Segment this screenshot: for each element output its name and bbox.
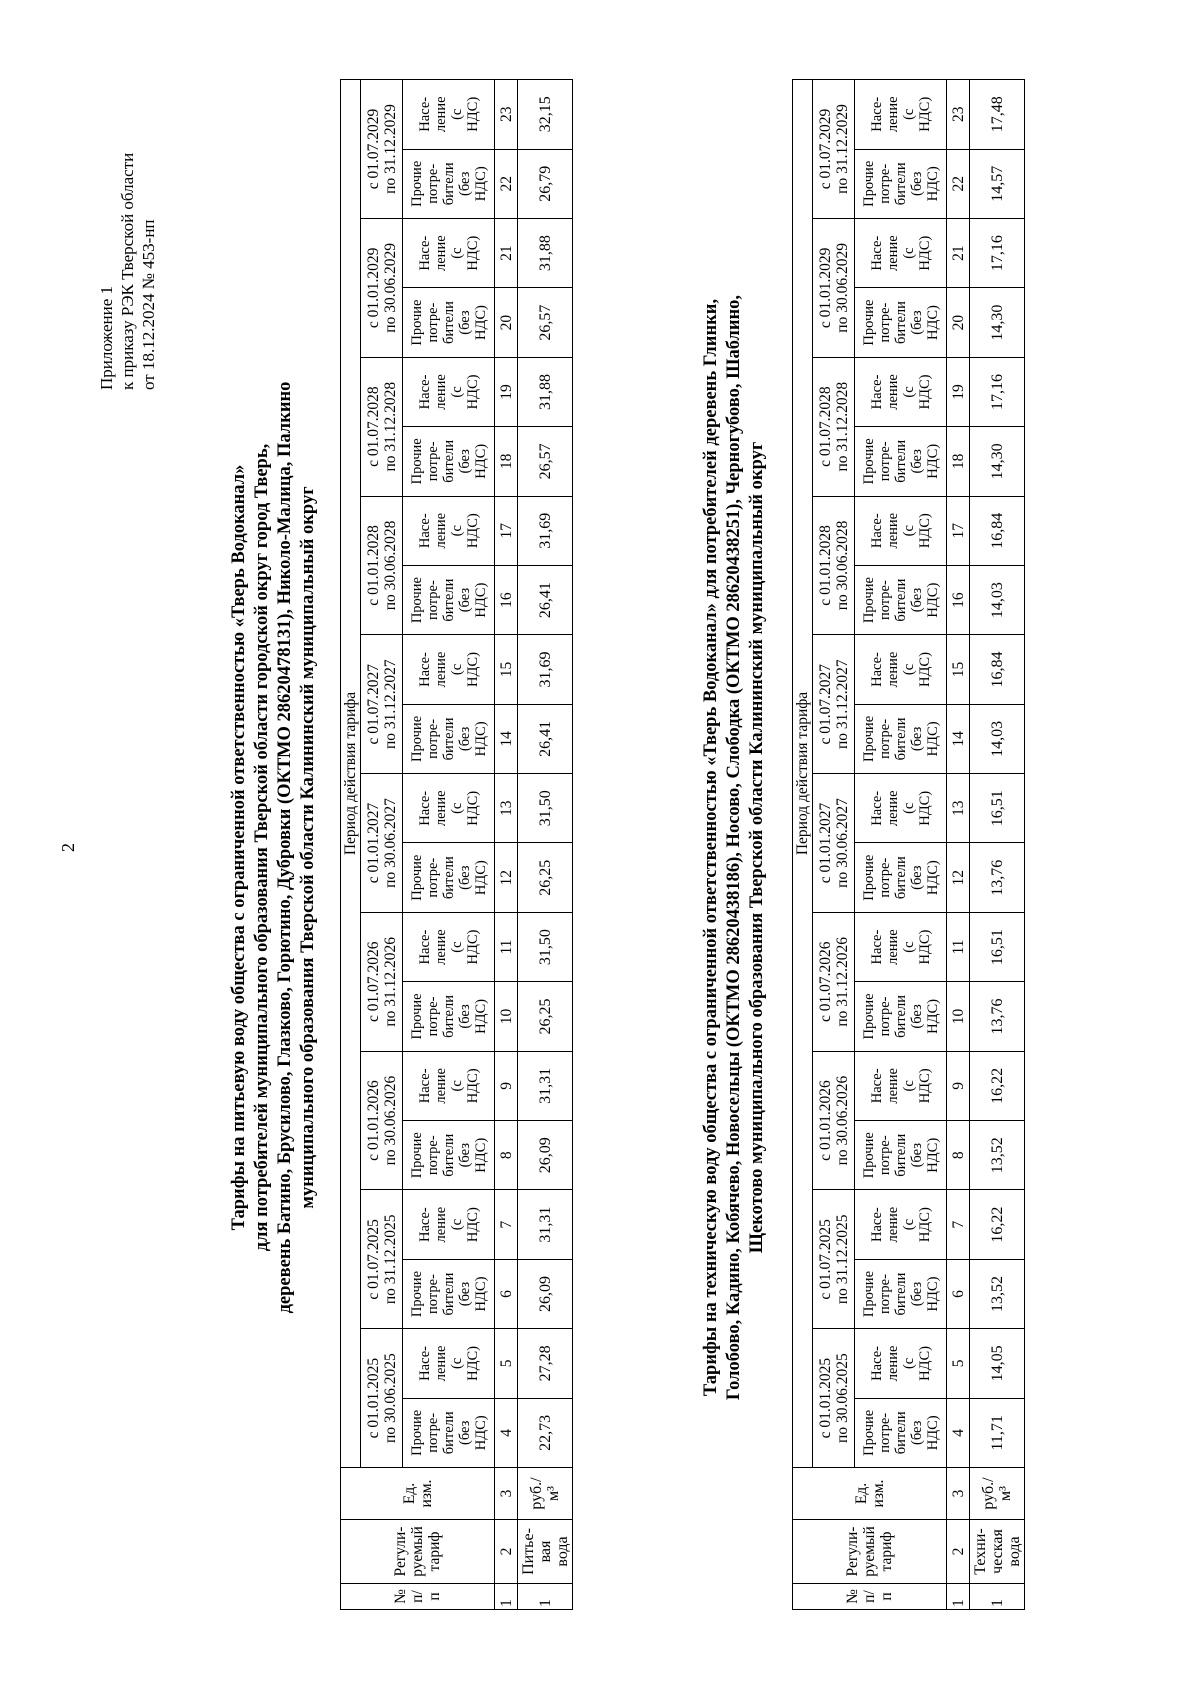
column-index: 1 (947, 1584, 970, 1610)
population-label: Насе- ление (с НДС) (868, 651, 933, 688)
header-period-range (361, 1051, 403, 1190)
column-index: 5 (947, 1329, 970, 1398)
column-index: 15 (495, 635, 518, 704)
column-index: 19 (947, 357, 970, 426)
column-index: 11 (947, 912, 970, 981)
column-index: 15 (947, 635, 970, 704)
header-unit-label: Ед. изм. (400, 1479, 435, 1508)
column-index: 18 (947, 427, 970, 496)
unit-label: руб./ м³ (528, 1477, 562, 1510)
tariff-value-cell: 14,30 (970, 288, 1025, 357)
tariff-value-cell: 17,16 (970, 218, 1025, 287)
header-other-consumers (855, 149, 947, 218)
header-tariff-label: Регули- руемый тариф (392, 1526, 443, 1577)
header-other-consumers (855, 982, 947, 1051)
column-index: 9 (495, 1051, 518, 1120)
header-population (403, 912, 495, 981)
section1-title-line: Тарифы на питьевую воду общества с ограниченной ответственностью «Тверь Водоканал» (229, 464, 249, 1231)
other-consumers-label: Прочие потре- бители (без НДС) (860, 438, 941, 485)
column-index: 4 (495, 1398, 518, 1467)
column-index: 18 (495, 427, 518, 496)
tariff-value-cell: 26,09 (518, 1259, 573, 1328)
header-unit (793, 1468, 947, 1520)
header-period-range (361, 635, 403, 774)
tariff-value-cell: 17,48 (970, 79, 1025, 149)
tariff-name-label: Питье- вая вода (519, 1528, 571, 1575)
column-index: 6 (947, 1259, 970, 1328)
population-label: Насе- ление (с НДС) (868, 374, 933, 410)
column-index: 8 (495, 1121, 518, 1190)
header-other-consumers (855, 288, 947, 357)
population-label: Насе- ление (с НДС) (416, 512, 481, 549)
tariff-value-cell: 17,16 (970, 357, 1025, 426)
period-range-label: с 01.01.2027 по 30.06.2027 (816, 798, 851, 888)
column-index: 16 (947, 565, 970, 634)
tariff-value-cell: 26,09 (518, 1121, 573, 1190)
other-consumers-label: Прочие потре- бители (без НДС) (408, 1409, 489, 1456)
period-range-label: с 01.01.2029 по 30.06.2029 (364, 243, 399, 333)
population-label: Насе- ление (с НДС) (416, 929, 481, 965)
column-index: 23 (495, 79, 518, 149)
section1-title-line: для потребителей муниципального образования Тверской области городской округ город Тверь, (252, 443, 272, 1252)
header-population (855, 1329, 947, 1398)
header-other-consumers (855, 704, 947, 773)
tariff-value-cell: 13,76 (970, 843, 1025, 912)
header-other-consumers (855, 1259, 947, 1328)
tariff-value-cell: 22,73 (518, 1398, 573, 1467)
header-number (793, 1584, 947, 1610)
header-other-consumers (403, 427, 495, 496)
column-index: 3 (495, 1468, 518, 1520)
population-label: Насе- ление (с НДС) (868, 929, 933, 965)
annex-block (96, 70, 159, 390)
tariff-value-cell: 31,50 (518, 912, 573, 981)
tariff-name-label: Техни- ческая вода (971, 1528, 1023, 1575)
row-unit (970, 1468, 1025, 1520)
header-population (403, 357, 495, 426)
column-index: 11 (495, 912, 518, 981)
header-other-consumers (403, 288, 495, 357)
other-consumers-label: Прочие потре- бители (без НДС) (408, 160, 489, 207)
header-other-consumers (855, 427, 947, 496)
tariff-value-cell: 16,22 (970, 1190, 1025, 1259)
annex-line-2: к приказу РЭК Тверской области (118, 152, 137, 390)
tariff-value-cell: 31,88 (518, 218, 573, 287)
tariff-value-cell: 31,88 (518, 357, 573, 426)
column-index: 17 (947, 496, 970, 565)
header-other-consumers (403, 1259, 495, 1328)
other-consumers-label: Прочие потре- бители (без НДС) (408, 438, 489, 485)
column-index: 12 (495, 843, 518, 912)
other-consumers-label: Прочие потре- бители (без НДС) (408, 993, 489, 1040)
population-label: Насе- ление (с НДС) (416, 1345, 481, 1382)
population-label: Насе- ление (с НДС) (868, 96, 933, 133)
tariff-value-cell: 26,57 (518, 427, 573, 496)
header-population (855, 635, 947, 704)
header-tariff (793, 1520, 947, 1584)
column-index: 21 (495, 218, 518, 287)
other-consumers-label: Прочие потре- бители (без НДС) (408, 715, 489, 762)
column-index: 17 (495, 496, 518, 565)
section2-title-line: Щекотово муниципального образования Тверской области Калининский муниципальный округ (747, 441, 767, 1254)
tariff-value-cell: 26,41 (518, 565, 573, 634)
header-period-range (361, 1329, 403, 1468)
population-label: Насе- ление (с НДС) (416, 235, 481, 271)
column-index: 23 (947, 79, 970, 149)
column-index: 9 (947, 1051, 970, 1120)
header-period-range (361, 912, 403, 1051)
other-consumers-label: Прочие потре- бители (без НДС) (860, 1270, 941, 1318)
period-range-label: с 01.07.2028 по 31.12.2028 (816, 381, 851, 472)
column-index: 16 (495, 565, 518, 634)
column-index: 13 (495, 774, 518, 843)
population-label: Насе- ление (с НДС) (868, 235, 933, 271)
header-population (403, 1329, 495, 1398)
column-index: 4 (947, 1398, 970, 1467)
drinking-water-tariff-table (340, 79, 573, 1610)
column-index: 13 (947, 774, 970, 843)
column-index: 7 (947, 1190, 970, 1259)
tariff-value-cell: 26,79 (518, 149, 573, 218)
column-index: 19 (495, 357, 518, 426)
header-period-range (361, 1190, 403, 1329)
header-other-consumers (403, 982, 495, 1051)
header-population (403, 79, 495, 149)
population-label: Насе- ление (с НДС) (416, 96, 481, 133)
column-index: 10 (495, 982, 518, 1051)
row-tariff-name (518, 1520, 573, 1584)
tariff-value-cell: 16,84 (970, 496, 1025, 565)
tariff-value-cell: 16,51 (970, 774, 1025, 843)
header-other-consumers (403, 1121, 495, 1190)
header-population (855, 218, 947, 287)
tariff-value-cell: 11,71 (970, 1398, 1025, 1467)
column-index: 14 (947, 704, 970, 773)
tariff-value-cell: 26,57 (518, 288, 573, 357)
header-period: Период действия тарифа (793, 79, 813, 1467)
tariff-value-cell: 14,03 (970, 704, 1025, 773)
header-tariff-label: Регули- руемый тариф (844, 1526, 895, 1577)
population-label: Насе- ление (с НДС) (868, 1068, 933, 1104)
header-period-range (813, 79, 855, 218)
header-period-range (361, 496, 403, 635)
column-index: 20 (495, 288, 518, 357)
period-range-label: с 01.07.2028 по 31.12.2028 (364, 381, 399, 472)
tariff-value-cell: 26,25 (518, 843, 573, 912)
header-other-consumers (855, 565, 947, 634)
other-consumers-label: Прочие потре- бители (без НДС) (408, 854, 489, 901)
tariff-value-cell: 26,25 (518, 982, 573, 1051)
tariff-value-cell: 31,69 (518, 635, 573, 704)
period-range-label: с 01.07.2027 по 31.12.2027 (364, 659, 399, 750)
column-index: 1 (495, 1584, 518, 1610)
header-other-consumers (855, 1121, 947, 1190)
header-population (855, 357, 947, 426)
header-unit (341, 1468, 495, 1520)
unit-label: руб./ м³ (980, 1477, 1014, 1510)
column-index: 10 (947, 982, 970, 1051)
header-tariff (341, 1520, 495, 1584)
tariff-value-cell: 16,22 (970, 1051, 1025, 1120)
other-consumers-label: Прочие потре- бители (без НДС) (408, 1132, 489, 1179)
header-number-label: № п/ п (844, 1589, 895, 1604)
header-population (403, 1190, 495, 1259)
header-period-range (813, 912, 855, 1051)
column-index: 20 (947, 288, 970, 357)
population-label: Насе- ление (с НДС) (416, 374, 481, 410)
column-index: 2 (495, 1520, 518, 1584)
section2-title (700, 80, 769, 1615)
tariff-value-cell: 31,31 (518, 1190, 573, 1259)
header-population (403, 635, 495, 704)
other-consumers-label: Прочие потре- бители (без НДС) (860, 715, 941, 762)
population-label: Насе- ление (с НДС) (416, 790, 481, 827)
header-population (855, 1051, 947, 1120)
section1-title-line: муниципального образования Тверской области Калининский муниципальный округ (298, 486, 318, 1209)
header-population (855, 1190, 947, 1259)
column-index: 5 (495, 1329, 518, 1398)
header-period-range (813, 496, 855, 635)
annex-line-1: Приложение 1 (97, 286, 116, 390)
header-number (341, 1584, 495, 1610)
annex-line-3: от 18.12.2024 № 453-нп (139, 219, 158, 390)
row-tariff-name (970, 1520, 1025, 1584)
period-range-label: с 01.01.2025 по 30.06.2025 (816, 1353, 851, 1443)
other-consumers-label: Прочие потре- бители (без НДС) (860, 160, 941, 207)
column-index: 3 (947, 1468, 970, 1520)
column-index: 12 (947, 843, 970, 912)
period-range-label: с 01.01.2028 по 30.06.2028 (364, 520, 399, 611)
section2-title-line: Голобово, Кадино, Кобячево, Новосельцы (ОКТМО 28620438186), Носово, Слободка (ОКТМО 28620438251), Черногубово, Шаблино, (724, 294, 744, 1401)
header-other-consumers (403, 565, 495, 634)
header-other-consumers (855, 1398, 947, 1467)
tariff-value-cell: 26,41 (518, 704, 573, 773)
section2-title-line: Тарифы на техническую воду общества с ограниченной ответственностью «Тверь Водоканал» для потребителей деревень Глинки, (701, 298, 721, 1397)
tariff-value-cell: 13,52 (970, 1259, 1025, 1328)
column-index: 8 (947, 1121, 970, 1190)
period-range-label: с 01.07.2027 по 31.12.2027 (816, 659, 851, 750)
header-period-range (813, 635, 855, 774)
header-other-consumers (403, 149, 495, 218)
column-index: 22 (495, 149, 518, 218)
population-label: Насе- ление (с НДС) (868, 512, 933, 549)
header-population (403, 496, 495, 565)
header-other-consumers (403, 843, 495, 912)
other-consumers-label: Прочие потре- бители (без НДС) (860, 577, 941, 624)
period-range-label: с 01.07.2029 по 31.12.2029 (364, 104, 399, 194)
tariff-value-cell: 31,50 (518, 774, 573, 843)
period-range-label: с 01.01.2028 по 30.06.2028 (816, 520, 851, 611)
row-number: 1 (518, 1584, 573, 1610)
tariff-value-cell: 13,52 (970, 1121, 1025, 1190)
other-consumers-label: Прочие потре- бители (без НДС) (408, 299, 489, 346)
other-consumers-label: Прочие потре- бители (без НДС) (860, 854, 941, 901)
header-number-label: № п/ п (392, 1589, 443, 1604)
technical-water-tariff-table (792, 79, 1025, 1610)
population-label: Насе- ление (с НДС) (416, 1206, 481, 1243)
population-label: Насе- ление (с НДС) (868, 1345, 933, 1382)
period-range-label: с 01.01.2029 по 30.06.2029 (816, 243, 851, 333)
population-label: Насе- ление (с НДС) (416, 651, 481, 688)
period-range-label: с 01.01.2025 по 30.06.2025 (364, 1353, 399, 1443)
header-period: Период действия тарифа (341, 79, 361, 1467)
column-index: 14 (495, 704, 518, 773)
header-period-range (813, 357, 855, 496)
section1-title (228, 80, 320, 1615)
other-consumers-label: Прочие потре- бители (без НДС) (408, 1270, 489, 1318)
header-other-consumers (855, 843, 947, 912)
period-range-label: с 01.07.2029 по 31.12.2029 (816, 104, 851, 194)
header-population (403, 218, 495, 287)
header-unit-label: Ед. изм. (852, 1479, 887, 1508)
header-period-range (813, 1329, 855, 1468)
period-range-label: с 01.07.2026 по 31.12.2026 (364, 936, 399, 1027)
period-range-label: с 01.01.2026 по 30.06.2026 (816, 1075, 851, 1166)
header-population (855, 912, 947, 981)
section1-title-line: деревень Батино, Брусилово, Глазково, Горютино, Дубровки (ОКТМО 28620478131), Николо-Малица, Палкино (275, 381, 295, 1314)
row-number: 1 (970, 1584, 1025, 1610)
header-population (403, 774, 495, 843)
header-period-range (361, 357, 403, 496)
population-label: Насе- ление (с НДС) (416, 1068, 481, 1104)
page-number: 2 (58, 843, 78, 852)
column-index: 21 (947, 218, 970, 287)
period-range-label: с 01.07.2026 по 31.12.2026 (816, 936, 851, 1027)
other-consumers-label: Прочие потре- бители (без НДС) (860, 993, 941, 1040)
tariff-value-cell: 14,05 (970, 1329, 1025, 1398)
period-range-label: с 01.01.2027 по 30.06.2027 (364, 798, 399, 888)
tariff-value-cell: 31,69 (518, 496, 573, 565)
tariff-value-cell: 14,03 (970, 565, 1025, 634)
header-other-consumers (403, 1398, 495, 1467)
header-population (855, 79, 947, 149)
header-period-range (813, 1051, 855, 1190)
header-period-range (361, 79, 403, 218)
tariff-value-cell: 16,51 (970, 912, 1025, 981)
period-range-label: с 01.07.2025 по 31.12.2025 (364, 1214, 399, 1305)
header-population (855, 774, 947, 843)
period-range-label: с 01.07.2025 по 31.12.2025 (816, 1214, 851, 1305)
tariff-value-cell: 27,28 (518, 1329, 573, 1398)
population-label: Насе- ление (с НДС) (868, 1206, 933, 1243)
period-range-label: с 01.01.2026 по 30.06.2026 (364, 1075, 399, 1166)
header-population (855, 496, 947, 565)
header-period-range (813, 774, 855, 913)
tariff-value-cell: 31,31 (518, 1051, 573, 1120)
tariff-value-cell: 14,30 (970, 427, 1025, 496)
column-index: 6 (495, 1259, 518, 1328)
other-consumers-label: Прочие потре- бители (без НДС) (408, 577, 489, 624)
header-population (403, 1051, 495, 1120)
tariff-value-cell: 14,57 (970, 149, 1025, 218)
other-consumers-label: Прочие потре- бители (без НДС) (860, 1132, 941, 1179)
column-index: 2 (947, 1520, 970, 1584)
header-period-range (813, 218, 855, 357)
column-index: 22 (947, 149, 970, 218)
tariff-value-cell: 32,15 (518, 79, 573, 149)
header-other-consumers (403, 704, 495, 773)
tariff-value-cell: 13,76 (970, 982, 1025, 1051)
header-period-range (361, 218, 403, 357)
header-period-range (361, 774, 403, 913)
row-unit (518, 1468, 573, 1520)
header-period-range (813, 1190, 855, 1329)
other-consumers-label: Прочие потре- бители (без НДС) (860, 1409, 941, 1456)
other-consumers-label: Прочие потре- бители (без НДС) (860, 299, 941, 346)
column-index: 7 (495, 1190, 518, 1259)
tariff-value-cell: 16,84 (970, 635, 1025, 704)
population-label: Насе- ление (с НДС) (868, 790, 933, 827)
